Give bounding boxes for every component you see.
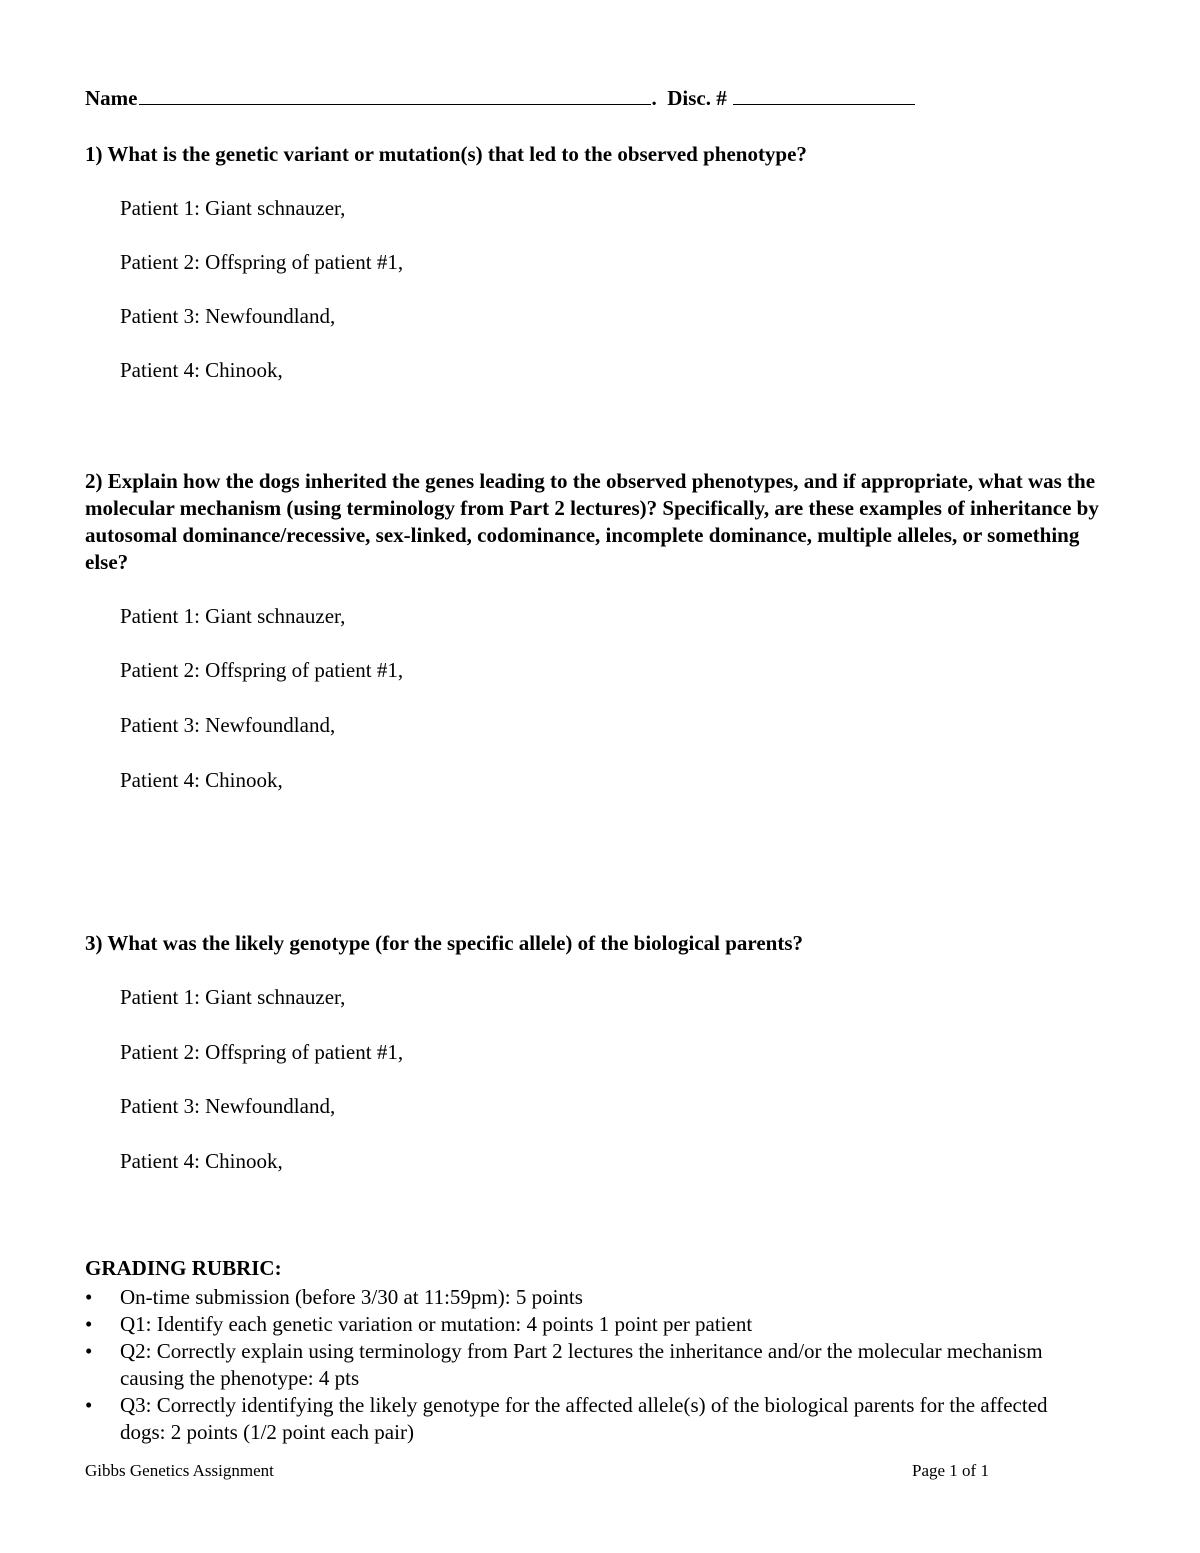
disc-blank xyxy=(733,86,915,105)
rubric-item xyxy=(85,1392,1095,1446)
name-label: Name xyxy=(85,86,138,110)
page-number: Page 1 of 1 xyxy=(912,1461,989,1480)
q2-patient-3: Patient 3: Newfoundland, xyxy=(120,713,336,737)
question-1: 1) What is the genetic variant or mutation(s) that led to the observed phenotype? xyxy=(85,142,807,166)
footer-left: Gibbs Genetics Assignment xyxy=(85,1461,274,1480)
rubric-item-text: Q1: Identify each genetic variation or mutation: 4 points 1 point per patient xyxy=(120,1312,753,1336)
q2-patient-1: Patient 1: Giant schnauzer, xyxy=(120,604,346,628)
q2-patient-2: Patient 2: Offspring of patient #1, xyxy=(120,658,404,682)
rubric-title: GRADING RUBRIC: xyxy=(85,1256,282,1280)
q1-patient-4: Patient 4: Chinook, xyxy=(120,358,283,382)
bullet-icon: • xyxy=(85,1312,93,1336)
question-2: 2) Explain how the dogs inherited the genes leading to the observed phenotypes, and if appropriate, what was the molecular mechanism (using terminology from Part 2 lectures)? Specifically, are these examples of inheritance by autosomal dominance/recessive, sex-linked, codominance, incomplete dominance, multiple alleles, or something else? xyxy=(85,469,1099,574)
rubric-item xyxy=(85,1311,1095,1338)
rubric-item-text: Q3: Correctly identifying the likely genotype for the affected allele(s) of the biological parents for the affected dogs: 2 points (1/2 point each pair) xyxy=(120,1393,1048,1444)
bullet-icon: • xyxy=(85,1393,93,1417)
q1-patient-2: Patient 2: Offspring of patient #1, xyxy=(120,250,404,274)
q2-patient-4: Patient 4: Chinook, xyxy=(120,768,283,792)
name-blank xyxy=(139,86,651,105)
q3-patient-3: Patient 3: Newfoundland, xyxy=(120,1094,336,1118)
rubric-item xyxy=(85,1338,1095,1392)
rubric-item xyxy=(85,1284,1095,1311)
q3-patient-2: Patient 2: Offspring of patient #1, xyxy=(120,1040,404,1064)
q3-patient-4: Patient 4: Chinook, xyxy=(120,1149,283,1173)
rubric-item-text: On-time submission (before 3/30 at 11:59pm): 5 points xyxy=(120,1285,583,1309)
header-line xyxy=(85,86,915,111)
disc-label: Disc. # xyxy=(667,86,727,110)
rubric-list xyxy=(85,1284,1095,1446)
question-3: 3) What was the likely genotype (for the specific allele) of the biological parents? xyxy=(85,931,804,955)
q1-patient-3: Patient 3: Newfoundland, xyxy=(120,304,336,328)
bullet-icon: • xyxy=(85,1339,93,1363)
rubric-item-text: Q2: Correctly explain using terminology from Part 2 lectures the inheritance and/or the molecular mechanism causing the phenotype: 4 pts xyxy=(120,1339,1043,1390)
q1-patient-1: Patient 1: Giant schnauzer, xyxy=(120,196,346,220)
name-period: . xyxy=(651,86,657,110)
bullet-icon: • xyxy=(85,1285,93,1309)
q3-patient-1: Patient 1: Giant schnauzer, xyxy=(120,985,346,1009)
